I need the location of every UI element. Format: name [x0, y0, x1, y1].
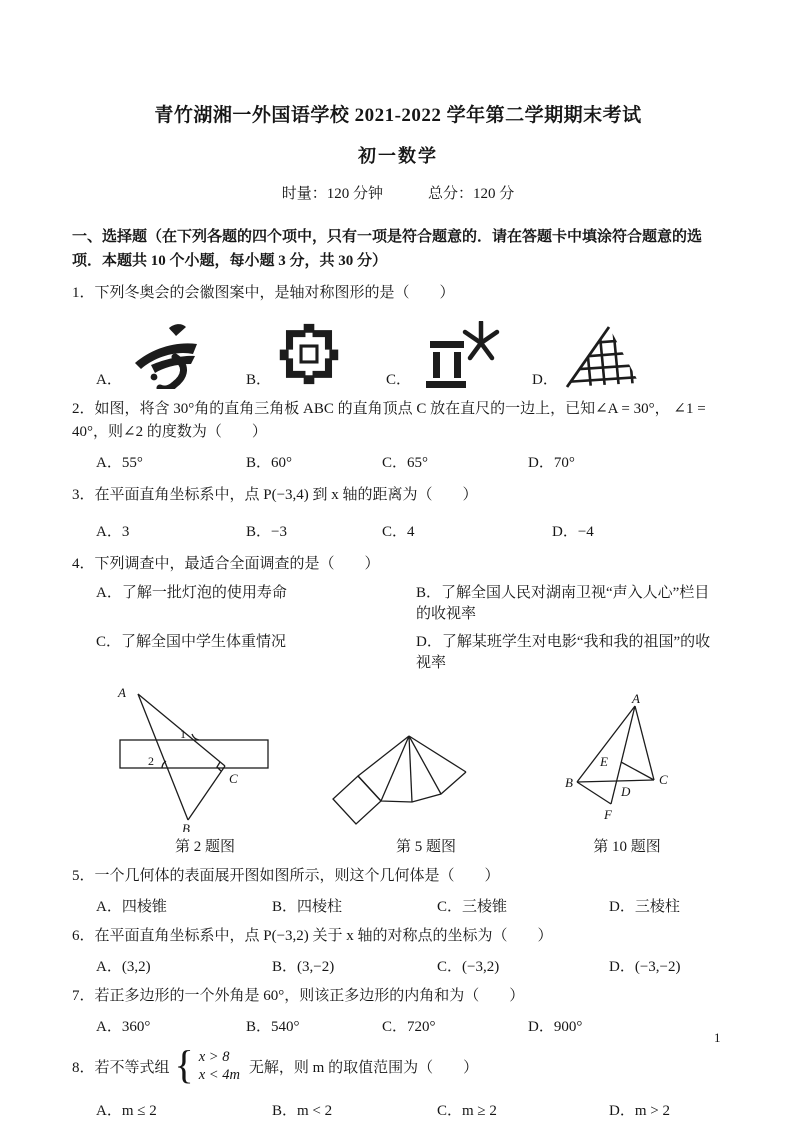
fig10-label-c: C [659, 772, 668, 788]
q8-option-a: A．m ≤ 2 [96, 1103, 157, 1120]
section-heading: 一、选择题（在下列各题的四个项中，只有一项是符合题意的．请在答题卡中填涂符合题意的选项．本题共 10 个小题，每小题 3 分，共 30 分） [72, 229, 703, 269]
q8-option-b: B．m < 2 [272, 1103, 333, 1120]
q4-option-d: D．了解某班学生对电影“我和我的祖国”的收视率 [416, 634, 711, 672]
q1-option-a-label: A． [96, 371, 122, 388]
q1-option-c [386, 321, 532, 389]
q1-option-d-label: D． [532, 371, 558, 388]
question-7-options [72, 1015, 724, 1036]
q8-case-1: x > 8 [198, 1048, 230, 1065]
winter-calligraphy-emblem-icon [129, 319, 203, 389]
question-7-stem: 7．若正多边形的一个外角是 60°，则该正多边形的内角和为（ ） [72, 987, 525, 1004]
q1-option-b-label: B． [246, 371, 272, 388]
question-8-options [72, 1099, 724, 1120]
q3-option-c: C．4 [382, 523, 415, 540]
q2-option-d: D．70° [528, 455, 575, 472]
q8-option-c: C．m ≥ 2 [437, 1103, 497, 1120]
fig10-label-d: D [621, 784, 631, 800]
q2-option-a: A．55° [96, 455, 143, 472]
q5-option-a: A．四棱锥 [96, 899, 167, 916]
pictogram-two-bars-star-icon [418, 321, 500, 389]
question-2-options [72, 451, 724, 472]
q3-option-b: B．−3 [246, 523, 287, 540]
figures-row [72, 682, 724, 856]
figure-q5 [326, 696, 526, 856]
q6-option-a: A．(3,2) [96, 958, 151, 975]
fig10-label-f: F [604, 807, 612, 823]
q5-option-b: B．四棱柱 [272, 899, 343, 916]
fig10-label-e: E [600, 754, 608, 770]
exam-duration-score: 时量：120 分钟 总分：120 分 [281, 186, 515, 202]
q5-option-c: C．三棱锥 [437, 899, 508, 916]
figure-q2-drawing [100, 682, 310, 832]
q1-option-c-label: C． [386, 371, 412, 388]
question-2-stem: 2．如图，将含 30°角的直角三角板 ABC 的直角顶点 C 放在直尺的一边上，已知∠A = 30°， ∠1 = 40°，则∠2 的度数为（ ） [72, 400, 706, 441]
question-1-stem: 1．下列冬奥会的会徽图案中，是轴对称图形的是（ ） [72, 285, 455, 301]
q1-option-a [96, 319, 246, 389]
q7-option-c: C．720° [382, 1018, 436, 1035]
figure-q2-caption: 第 2 题图 [174, 839, 235, 856]
q4-option-a: A．了解一批灯泡的使用寿命 [96, 585, 287, 602]
exam-title: 青竹湖湘一外国语学校 2021-2022 学年第二学期期末考试 [154, 105, 642, 126]
fig10-label-b: B [565, 775, 573, 791]
q2-option-c: C．65° [382, 455, 429, 472]
q3-option-a: A．3 [96, 523, 130, 540]
q4-option-b: B．了解全国人民对湖南卫视“声入人心”栏目的收视率 [416, 585, 710, 623]
q8-suffix: 无解，则 m 的取值范围为（ ） [248, 1059, 479, 1076]
q8-inequality-system [199, 1048, 240, 1086]
figure-q10-caption: 第 10 题图 [593, 839, 661, 856]
snowflake-emblem-icon [278, 319, 340, 389]
question-4-stem: 4．下列调查中，最适合全面调查的是（ ） [72, 555, 380, 572]
q7-option-a: A．360° [96, 1018, 151, 1035]
q1-option-d [532, 325, 724, 389]
q6-option-b: B．(3,−2) [272, 958, 335, 975]
q2-option-b: B．60° [246, 455, 293, 472]
question-3-stem: 3．在平面直角坐标系中，点 P(−3,4) 到 x 轴的距离为（ ） [72, 487, 478, 504]
exam-subject: 初一数学 [358, 146, 438, 166]
fig2-label-c: C [229, 771, 238, 787]
fig2-label-a: A [118, 685, 126, 701]
question-5-options [72, 895, 724, 916]
fig2-label-2: 2 [148, 754, 154, 769]
q6-option-c: C．(−3,2) [437, 958, 500, 975]
q8-case-2: x < 4m [198, 1067, 240, 1084]
question-6-stem: 6．在平面直角坐标系中，点 P(−3,2) 关于 x 轴的对称点的坐标为（ ） [72, 928, 553, 945]
q7-option-b: B．540° [246, 1018, 300, 1035]
q1-option-b [246, 319, 386, 389]
q6-option-d: D．(−3,−2) [609, 958, 681, 975]
question-1-options [72, 311, 724, 389]
question-6-options [72, 955, 724, 976]
q8-option-d: D．m > 2 [609, 1103, 670, 1120]
q5-option-d: D．三棱柱 [609, 899, 680, 916]
fig2-label-b: B [182, 821, 190, 833]
question-4-options [72, 581, 724, 672]
fig2-label-1: 1 [180, 727, 186, 742]
question-5-stem: 5．一个几何体的表面展开图如图所示，则这个几何体是（ ） [72, 868, 500, 885]
question-8-stem [72, 1042, 724, 1088]
fig10-label-a: A [632, 692, 640, 707]
figure-q10 [542, 692, 712, 856]
q3-option-d: D．−4 [552, 523, 594, 540]
figure-q5-drawing [326, 696, 526, 832]
question-3-options [72, 520, 724, 541]
net-triangle-pattern-icon [565, 325, 641, 389]
q7-option-d: D．900° [528, 1018, 583, 1035]
figure-q5-caption: 第 5 题图 [395, 839, 456, 856]
q8-prefix: 8．若不等式组 [72, 1059, 170, 1076]
figure-q10-drawing [542, 692, 712, 832]
figure-q2 [100, 682, 310, 856]
q4-option-c: C．了解全国中学生体重情况 [96, 634, 287, 651]
q8-brace: { [174, 1042, 194, 1088]
page-number: 1 [714, 1030, 721, 1045]
